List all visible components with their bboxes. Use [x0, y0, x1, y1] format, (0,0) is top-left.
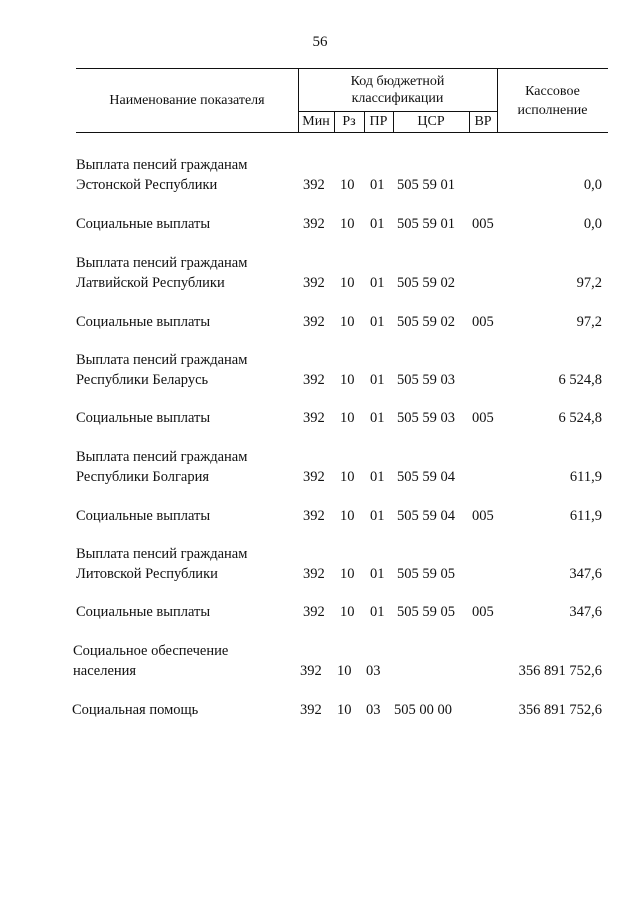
row-min: 392: [303, 410, 325, 426]
row-name-line1: Выплата пенсий гражданам: [76, 352, 248, 368]
row-amount: 356 891 752,6: [518, 663, 602, 679]
row-rz: 10: [337, 663, 352, 679]
row-csr: 505 59 05: [397, 566, 455, 582]
row-min: 392: [303, 508, 325, 524]
row-amount: 6 524,8: [558, 372, 602, 388]
row-rz: 10: [340, 314, 355, 330]
row-amount: 347,6: [569, 566, 602, 582]
row-csr: 505 59 03: [397, 410, 455, 426]
row-pr: 01: [370, 372, 385, 388]
row-min: 392: [303, 177, 325, 193]
row-csr: 505 59 03: [397, 372, 455, 388]
row-amount: 0,0: [583, 216, 602, 232]
row-amount: 611,9: [569, 469, 602, 485]
row-rz: 10: [340, 508, 355, 524]
row-name-line1: Социальные выплаты: [76, 314, 211, 330]
row-pr: 01: [370, 566, 385, 582]
header-exec-line2: исполнение: [517, 103, 588, 118]
row-rz: 10: [340, 275, 355, 291]
row-name-line1: Выплата пенсий гражданам: [76, 157, 248, 173]
row-min: 392: [303, 314, 325, 330]
header-divider: [497, 69, 498, 132]
row-min: 392: [300, 663, 322, 679]
row-pr: 03: [366, 702, 381, 718]
row-rz: 10: [340, 177, 355, 193]
page-number: 56: [312, 34, 328, 50]
header-rz: Рз: [342, 114, 356, 129]
row-name-line1: Выплата пенсий гражданам: [76, 449, 248, 465]
row-name-line2: Литовской Республики: [76, 566, 218, 582]
row-rz: 10: [340, 566, 355, 582]
row-amount: 97,2: [576, 314, 602, 330]
row-rz: 10: [340, 469, 355, 485]
row-min: 392: [303, 372, 325, 388]
row-vr: 005: [472, 216, 494, 232]
row-min: 392: [303, 604, 325, 620]
row-name-line2: Латвийской Республики: [76, 275, 225, 291]
row-amount: 97,2: [576, 275, 602, 291]
table-header: [76, 68, 608, 133]
row-min: 392: [303, 216, 325, 232]
row-vr: 005: [472, 604, 494, 620]
row-name-line1: Социальные выплаты: [76, 604, 211, 620]
row-csr: 505 59 04: [397, 508, 455, 524]
row-name-line1: Социальные выплаты: [76, 508, 211, 524]
row-name-line2: Республики Беларусь: [76, 372, 209, 388]
row-pr: 01: [370, 604, 385, 620]
row-csr: 505 00 00: [394, 702, 452, 718]
row-csr: 505 59 02: [397, 314, 455, 330]
header-code-group-line1: Код бюджетной: [350, 74, 445, 89]
row-name-line2: Эстонской Республики: [76, 177, 218, 193]
row-min: 392: [303, 566, 325, 582]
row-pr: 01: [370, 177, 385, 193]
row-amount: 6 524,8: [558, 410, 602, 426]
row-amount: 347,6: [569, 604, 602, 620]
row-vr: 005: [472, 508, 494, 524]
row-name-line1: Социальные выплаты: [76, 410, 211, 426]
row-csr: 505 59 01: [397, 177, 455, 193]
header-pr: ПР: [369, 114, 388, 129]
row-csr: 505 59 05: [397, 604, 455, 620]
row-min: 392: [300, 702, 322, 718]
row-rz: 10: [340, 410, 355, 426]
row-amount: 356 891 752,6: [518, 702, 602, 718]
row-amount: 611,9: [569, 508, 602, 524]
row-name-line1: Социальная помощь: [72, 702, 199, 718]
row-name-line1: Выплата пенсий гражданам: [76, 255, 248, 271]
row-min: 392: [303, 275, 325, 291]
row-vr: 005: [472, 314, 494, 330]
header-csr: ЦСР: [417, 114, 445, 129]
row-name-line1: Социальное обеспечение: [73, 643, 229, 659]
row-pr: 03: [366, 663, 381, 679]
row-vr: 005: [472, 410, 494, 426]
row-rz: 10: [337, 702, 352, 718]
header-divider: [298, 111, 497, 112]
header-vr: ВР: [474, 114, 492, 129]
row-rz: 10: [340, 216, 355, 232]
row-pr: 01: [370, 216, 385, 232]
row-pr: 01: [370, 508, 385, 524]
row-min: 392: [303, 469, 325, 485]
row-rz: 10: [340, 604, 355, 620]
row-name-line2: населения: [73, 663, 137, 679]
row-pr: 01: [370, 314, 385, 330]
row-name-line1: Выплата пенсий гражданам: [76, 546, 248, 562]
header-name-column: Наименование показателя: [109, 93, 265, 108]
row-amount: 0,0: [583, 177, 602, 193]
row-name-line2: Республики Болгария: [76, 469, 210, 485]
row-rz: 10: [340, 372, 355, 388]
row-name-line1: Социальные выплаты: [76, 216, 211, 232]
row-pr: 01: [370, 275, 385, 291]
header-exec-line1: Кассовое: [525, 84, 580, 99]
header-min: Мин: [302, 114, 330, 129]
row-csr: 505 59 02: [397, 275, 455, 291]
row-pr: 01: [370, 469, 385, 485]
header-code-group-line2: классификации: [351, 91, 444, 106]
row-csr: 505 59 01: [397, 216, 455, 232]
row-pr: 01: [370, 410, 385, 426]
row-csr: 505 59 04: [397, 469, 455, 485]
